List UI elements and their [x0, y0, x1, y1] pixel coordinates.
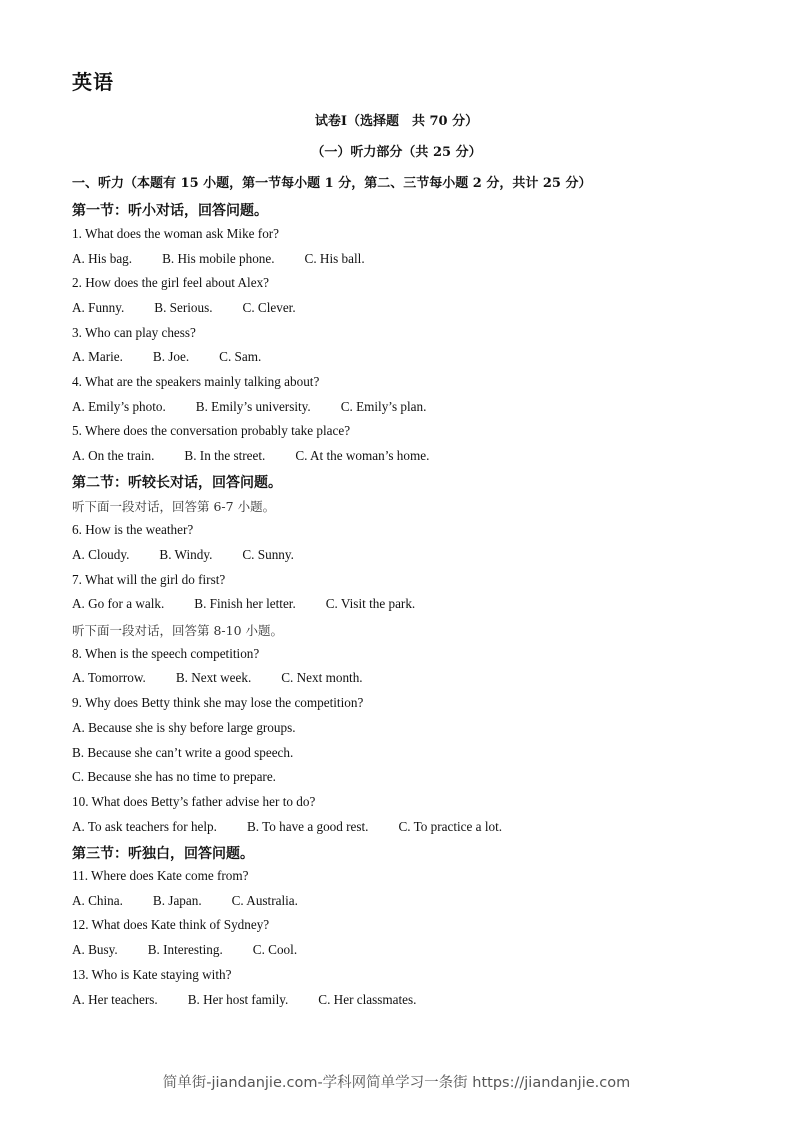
- option-b: B. Joe.: [152, 349, 190, 364]
- paper-heading: 试卷Ⅰ（选择题 共 70 分）: [314, 114, 479, 129]
- option-c: C. Visit the park.: [325, 596, 416, 611]
- question-stem: 12. What does Kate think of Sydney?: [72, 917, 270, 932]
- question-options: [72, 349, 261, 365]
- question-options: [72, 547, 294, 563]
- option-c: C. Australia.: [231, 893, 298, 908]
- option-b: B. Interesting.: [147, 942, 223, 957]
- option-c: C. Clever.: [242, 300, 296, 315]
- listening-instructions: 一、听力（本题有 15 小题，第一节每小题 1 分，第二、三节每小题 2 分，共计 25 分）: [72, 176, 592, 191]
- dialogue-instruction: 听下面一段对话，回答第 8-10 小题。: [72, 623, 284, 638]
- question-options: [72, 596, 415, 612]
- question-stem: 7. What will the girl do first?: [72, 572, 226, 587]
- question-options: [72, 399, 426, 415]
- option-c: C. His ball.: [304, 251, 365, 266]
- option-a: A. Because she is shy before large groups.: [72, 720, 296, 735]
- question-options: [72, 942, 297, 958]
- question-options: [72, 893, 298, 909]
- question-stem: 1. What does the woman ask Mike for?: [72, 226, 280, 241]
- option-b: B. Because she can’t write a good speech.: [72, 745, 294, 760]
- option-c: C. Next month.: [281, 670, 363, 685]
- option-a: A. His bag.: [72, 251, 133, 266]
- option-a: A. Tomorrow.: [72, 670, 146, 685]
- question-stem: 6. How is the weather?: [72, 522, 194, 537]
- option-a: A. Busy.: [72, 942, 118, 957]
- question-stem: 13. Who is Kate staying with?: [72, 967, 232, 982]
- question-stem: 11. Where does Kate come from?: [72, 868, 249, 883]
- option-c: C. To practice a lot.: [398, 819, 503, 834]
- question-stem: 4. What are the speakers mainly talking about?: [72, 374, 320, 389]
- option-c: C. At the woman’s home.: [295, 448, 430, 463]
- option-a: A. Marie.: [72, 349, 123, 364]
- question-stem: 9. Why does Betty think she may lose the competition?: [72, 695, 364, 710]
- subject-title: 英语: [72, 70, 114, 94]
- option-a: A. Emily’s photo.: [72, 399, 166, 414]
- question-stem: 3. Who can play chess?: [72, 325, 196, 340]
- option-a: A. To ask teachers for help.: [72, 819, 217, 834]
- option-b: B. Finish her letter.: [194, 596, 296, 611]
- option-a: A. China.: [72, 893, 123, 908]
- option-b: B. To have a good rest.: [246, 819, 369, 834]
- section-1-title: 第一节：听小对话，回答问题。: [72, 203, 268, 219]
- option-c: C. Cool.: [252, 942, 298, 957]
- option-b: B. His mobile phone.: [162, 251, 275, 266]
- section-3-title: 第三节：听独白，回答问题。: [72, 846, 254, 862]
- question-options: [72, 992, 416, 1008]
- dialogue-instruction: 听下面一段对话，回答第 6-7 小题。: [72, 499, 276, 514]
- question-options: [72, 251, 365, 267]
- part-heading: （一）听力部分（共 25 分）: [311, 145, 482, 160]
- option-b: B. Emily’s university.: [195, 399, 311, 414]
- option-a: A. Her teachers.: [72, 992, 158, 1007]
- question-stem: 2. How does the girl feel about Alex?: [72, 275, 270, 290]
- option-b: B. Japan.: [152, 893, 202, 908]
- option-c: C. Emily’s plan.: [340, 399, 427, 414]
- option-a: A. Cloudy.: [72, 547, 130, 562]
- question-options: [72, 819, 502, 835]
- option-b: B. In the street.: [184, 448, 266, 463]
- option-c: C. Sunny.: [242, 547, 294, 562]
- question-stem: 8. When is the speech competition?: [72, 646, 260, 661]
- option-c: C. Her classmates.: [318, 992, 417, 1007]
- question-options: [72, 670, 363, 686]
- option-b: B. Next week.: [175, 670, 252, 685]
- option-a: A. On the train.: [72, 448, 155, 463]
- option-a: A. Go for a walk.: [72, 596, 165, 611]
- option-c: C. Because she has no time to prepare.: [72, 769, 276, 784]
- question-stem: 10. What does Betty’s father advise her to do?: [72, 794, 316, 809]
- option-b: B. Windy.: [159, 547, 213, 562]
- section-2-title: 第二节：听较长对话，回答问题。: [72, 475, 282, 491]
- option-b: B. Serious.: [154, 300, 213, 315]
- question-options: [72, 300, 296, 316]
- option-a: A. Funny.: [72, 300, 125, 315]
- footer-watermark: 简单街-jiandanjie.com-学科网简单学习一条街 https://jiandanjie.com: [162, 1075, 631, 1091]
- question-options: [72, 448, 429, 464]
- option-b: B. Her host family.: [187, 992, 289, 1007]
- question-stem: 5. Where does the conversation probably take place?: [72, 423, 351, 438]
- option-c: C. Sam.: [219, 349, 262, 364]
